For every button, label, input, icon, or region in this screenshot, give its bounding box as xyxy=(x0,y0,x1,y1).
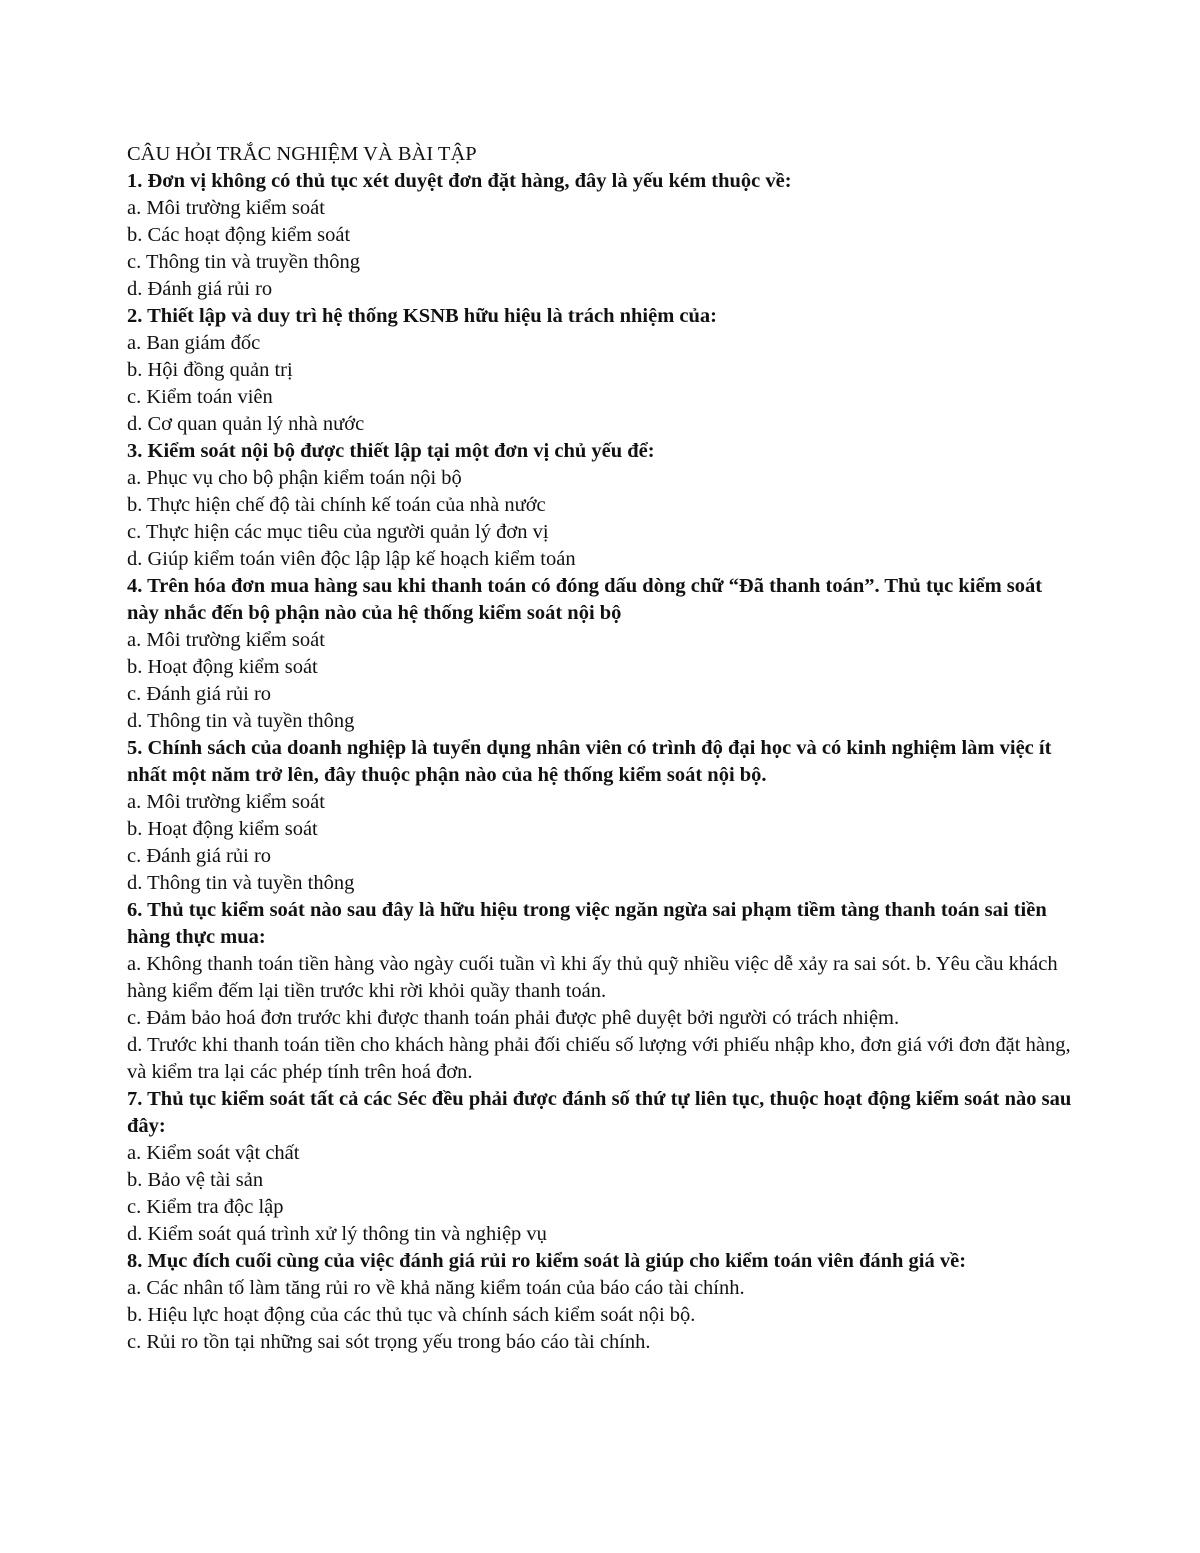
question-8: 8. Mục đích cuối cùng của việc đánh giá rủi ro kiểm soát là giúp cho kiểm toán viên đánh giá về: xyxy=(127,1250,967,1272)
question-8-option-c: c. Rủi ro tồn tại những sai sót trọng yếu trong báo cáo tài chính. xyxy=(127,1331,651,1353)
question-4-option-a: a. Môi trường kiểm soát xyxy=(127,629,325,651)
question-2-option-d: d. Cơ quan quản lý nhà nước xyxy=(127,413,365,435)
question-6-option-d: d. Trước khi thanh toán tiền cho khách hàng phải đối chiếu số lượng với phiếu nhập kho, đơn giá với đơn đặt hàng, và kiểm tra lại các phép tính trên hoá đơn. xyxy=(127,1034,1071,1083)
question-1-option-c: c. Thông tin và truyền thông xyxy=(127,251,361,273)
question-3-option-a: a. Phục vụ cho bộ phận kiểm toán nội bộ xyxy=(127,467,462,489)
question-4-option-c: c. Đánh giá rủi ro xyxy=(127,683,272,705)
question-4: 4. Trên hóa đơn mua hàng sau khi thanh toán có đóng dấu dòng chữ “Đã thanh toán”. Thủ tục kiểm soát này nhắc đến bộ phận nào của hệ thống kiểm soát nội bộ xyxy=(127,575,1043,624)
question-7: 7. Thủ tục kiểm soát tất cả các Séc đều phải được đánh số thứ tự liên tục, thuộc hoạt động kiểm soát nào sau đây: xyxy=(127,1088,1072,1137)
question-6-option-a-b: a. Không thanh toán tiền hàng vào ngày cuối tuần vì khi ấy thủ quỹ nhiều việc dễ xảy ra sai sót. b. Yêu cầu khách hàng kiểm đếm lại tiền trước khi rời khỏi quầy thanh toán. xyxy=(127,953,1058,1002)
question-2: 2. Thiết lập và duy trì hệ thống KSNB hữu hiệu là trách nhiệm của: xyxy=(127,305,717,327)
question-8-option-b: b. Hiệu lực hoạt động của các thủ tục và chính sách kiểm soát nội bộ. xyxy=(127,1304,696,1326)
question-1: 1. Đơn vị không có thủ tục xét duyệt đơn đặt hàng, đây là yếu kém thuộc về: xyxy=(127,170,792,192)
document-title: CÂU HỎI TRẮC NGHIỆM VÀ BÀI TẬP xyxy=(127,143,477,165)
question-1-option-b: b. Các hoạt động kiểm soát xyxy=(127,224,351,246)
question-4-option-b: b. Hoạt động kiểm soát xyxy=(127,656,318,678)
question-5-option-d: d. Thông tin và tuyền thông xyxy=(127,872,355,894)
question-2-option-c: c. Kiểm toán viên xyxy=(127,386,273,408)
question-5-option-c: c. Đánh giá rủi ro xyxy=(127,845,272,867)
question-1-option-d: d. Đánh giá rủi ro xyxy=(127,278,273,300)
question-7-option-c: c. Kiểm tra độc lập xyxy=(127,1196,284,1218)
question-7-option-d: d. Kiểm soát quá trình xử lý thông tin và nghiệp vụ xyxy=(127,1223,547,1245)
question-5-option-b: b. Hoạt động kiểm soát xyxy=(127,818,318,840)
question-3-option-d: d. Giúp kiểm toán viên độc lập lập kế hoạch kiểm toán xyxy=(127,548,576,570)
question-4-option-d: d. Thông tin và tuyền thông xyxy=(127,710,355,732)
question-1-option-a: a. Môi trường kiểm soát xyxy=(127,197,325,219)
question-5-option-a: a. Môi trường kiểm soát xyxy=(127,791,325,813)
question-3: 3. Kiểm soát nội bộ được thiết lập tại một đơn vị chủ yếu để: xyxy=(127,440,655,462)
question-8-option-a: a. Các nhân tố làm tăng rủi ro về khả năng kiểm toán của báo cáo tài chính. xyxy=(127,1277,745,1299)
question-3-option-b: b. Thực hiện chế độ tài chính kế toán của nhà nước xyxy=(127,494,546,516)
question-6: 6. Thủ tục kiểm soát nào sau đây là hữu hiệu trong việc ngăn ngừa sai phạm tiềm tàng thanh toán sai tiền hàng thực mua: xyxy=(127,899,1047,948)
question-2-option-a: a. Ban giám đốc xyxy=(127,332,261,354)
question-7-option-a: a. Kiểm soát vật chất xyxy=(127,1142,300,1164)
question-6-option-c: c. Đảm bảo hoá đơn trước khi được thanh toán phải được phê duyệt bởi người có trách nhiệm. xyxy=(127,1007,900,1029)
question-7-option-b: b. Bảo vệ tài sản xyxy=(127,1169,264,1191)
question-3-option-c: c. Thực hiện các mục tiêu của người quản lý đơn vị xyxy=(127,521,549,543)
document-body xyxy=(127,141,1072,1356)
question-5: 5. Chính sách của doanh nghiệp là tuyển dụng nhân viên có trình độ đại học và có kinh nghiệm làm việc ít nhất một năm trở lên, đây thuộc phận nào của hệ thống kiểm soát nội bộ. xyxy=(127,737,1052,786)
question-2-option-b: b. Hội đồng quản trị xyxy=(127,359,293,381)
